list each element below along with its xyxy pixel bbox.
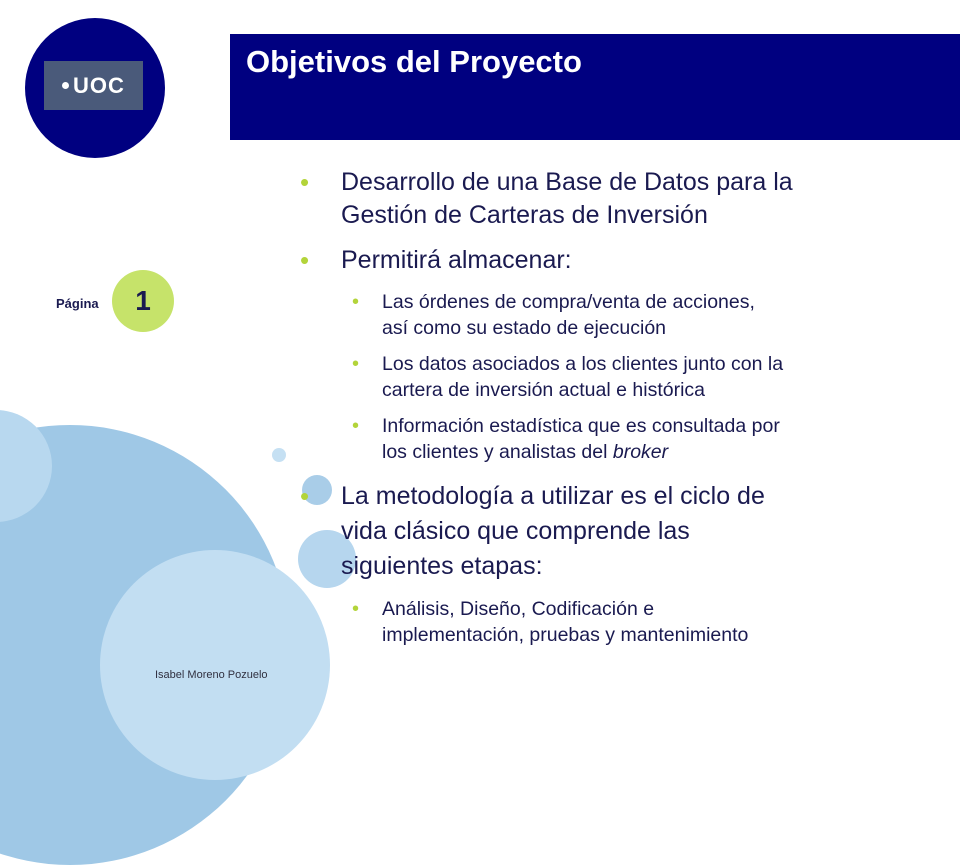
bullet-dot-icon: • (352, 353, 360, 375)
uoc-logo (44, 61, 143, 110)
bullet-dot-icon: • (352, 415, 360, 437)
bullet-dot-icon: • (352, 598, 360, 620)
page-number: 1 (112, 270, 174, 332)
sub-bullet-item: • Información estadística que es consultada por los clientes y analistas del broker (352, 415, 780, 463)
title-bar (230, 34, 960, 140)
slide-title: Objetivos del Proyecto (246, 44, 582, 79)
bullet-dot-icon: • (352, 291, 360, 313)
bullet-dot-icon: • (300, 481, 310, 511)
decorative-circle-tiny (272, 448, 286, 462)
bullet-dot-icon: • (300, 167, 310, 197)
author-name: Isabel Moreno Pozuelo (155, 669, 268, 681)
logo-text: UOC (73, 72, 125, 98)
bullet-item: • Permitirá almacenar: (300, 245, 572, 275)
bullet-dot-icon: • (300, 245, 310, 275)
page-label: Página (56, 296, 99, 311)
bullet-item: • Desarrollo de una Base de Datos para la Gestión de Carteras de Inversión (300, 167, 793, 229)
sub-bullet-item: • Análisis, Diseño, Codificación e implementación, pruebas y mantenimiento (352, 598, 749, 646)
bullet-item: • La metodología a utilizar es el ciclo de vida clásico que comprende las siguientes etapas: (300, 481, 765, 580)
decorative-circle-bottom (100, 550, 330, 780)
sub-bullet-item: • Los datos asociados a los clientes junto con la cartera de inversión actual e histórica (352, 353, 784, 401)
bullet-list (300, 166, 940, 658)
sub-bullet-item: • Las órdenes de compra/venta de acciones, así como su estado de ejecución (352, 291, 755, 339)
logo-dot-icon (62, 82, 69, 89)
